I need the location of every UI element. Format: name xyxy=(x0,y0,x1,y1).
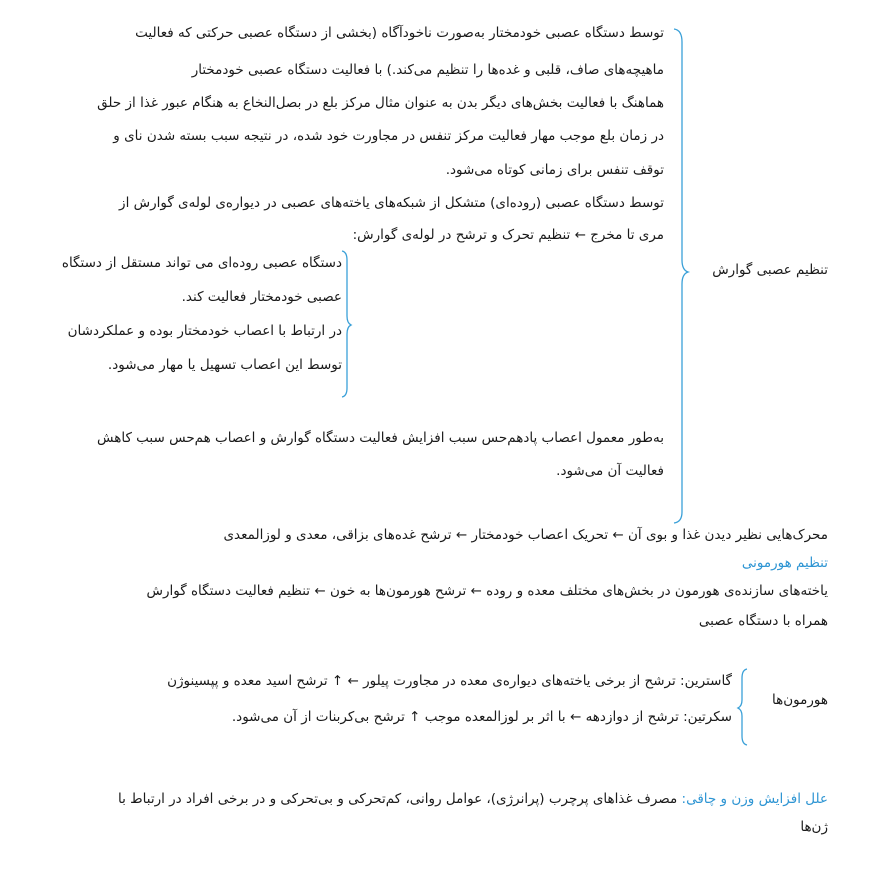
weight-gain-text: مصرف غذاهای پرچرب (پرانرژی)، عوامل روانی، کم‌تحرکی و بی‌تحرکی و در برخی افراد در ارتباط با xyxy=(118,791,678,807)
enteric-text-line-4: توسط این اعصاب تسهیل یا مهار می‌شود. xyxy=(107,357,342,373)
weight-gain-line-2: ژن‌ها xyxy=(800,819,828,835)
hormones-brace xyxy=(737,668,751,748)
neural-brace xyxy=(670,28,690,528)
weight-gain-heading: علل افزایش وزن و چاقی: xyxy=(681,791,828,807)
enteric-text-line-3: در ارتباط با اعصاب خودمختار بوده و عملکردشان xyxy=(67,323,342,339)
enteric-brace xyxy=(340,250,354,400)
neural-text-line-3: هماهنگ با فعالیت بخش‌های دیگر بدن به عنوان مثال مرکز بلع در بصل‌النخاع به هنگام عبور غذا از حلق xyxy=(97,95,664,111)
gastrin-line: گاسترین: ترشح از برخی یاخته‌های دیواره‌ی معده در مجاورت پیلور ← ↑ ترشح اسید معده و پپسینوژن xyxy=(167,673,732,689)
autonomic-effect-line-2: فعالیت آن می‌شود. xyxy=(556,463,664,479)
neural-regulation-label: تنظیم عصبی گوارش xyxy=(712,262,828,278)
neural-text-line-1: توسط دستگاه عصبی خودمختار به‌صورت ناخودآگاه (بخشی از دستگاه عصبی حرکتی که فعالیت xyxy=(135,25,664,41)
autonomic-effect-line-1: به‌طور معمول اعصاب پادهم‌حس سبب افزایش فعالیت دستگاه گوارش و اعصاب هم‌حس سبب کاهش xyxy=(97,430,664,446)
neural-text-line-5: توقف تنفس برای زمانی کوتاه می‌شود. xyxy=(445,162,664,178)
neural-text-line-7: مری تا مخرج ← تنظیم تحرک و ترشح در لوله‌ی گوارش: xyxy=(352,227,664,243)
hormonal-heading: تنظیم هورمونی xyxy=(741,555,828,571)
secretin-line: سکرتین: ترشح از دوازدهه ← با اثر بر لوزالمعده موجب ↑ ترشح بی‌کربنات از آن می‌شود. xyxy=(231,709,732,725)
neural-text-line-6: توسط دستگاه عصبی (روده‌ای) متشکل از شبکه‌های یاخته‌های عصبی در دیواره‌ی لوله‌ی گوارش از xyxy=(119,195,664,211)
neural-text-line-2: ماهیچه‌های صاف، قلبی و غده‌ها را تنظیم می‌کند.) با فعالیت دستگاه عصبی خودمختار xyxy=(191,62,664,78)
hormonal-line-2: همراه با دستگاه عصبی xyxy=(698,613,828,629)
hormones-label: هورمون‌ها xyxy=(772,692,828,708)
stimuli-line: محرک‌هایی نظیر دیدن غذا و بوی آن ← تحریک اعصاب خودمختار ← ترشح غده‌های بزاقی، معدی و لوزالمعدی xyxy=(223,527,828,543)
enteric-text-line-2: عصبی خودمختار فعالیت کند. xyxy=(181,289,342,305)
hormonal-line-1: یاخته‌های سازنده‌ی هورمون در بخش‌های مختلف معده و روده ← ترشح هورمون‌ها به خون ← تنظیم فعالیت دستگاه گوارش xyxy=(146,583,828,599)
neural-text-line-4: در زمان بلع موجب مهار فعالیت مرکز تنفس در مجاورت خود شده، در نتیجه سبب بسته شدن نای و xyxy=(113,128,664,144)
enteric-text-line-1: دستگاه عصبی روده‌ای می تواند مستقل از دستگاه xyxy=(61,255,342,271)
weight-gain-paragraph xyxy=(118,789,828,809)
